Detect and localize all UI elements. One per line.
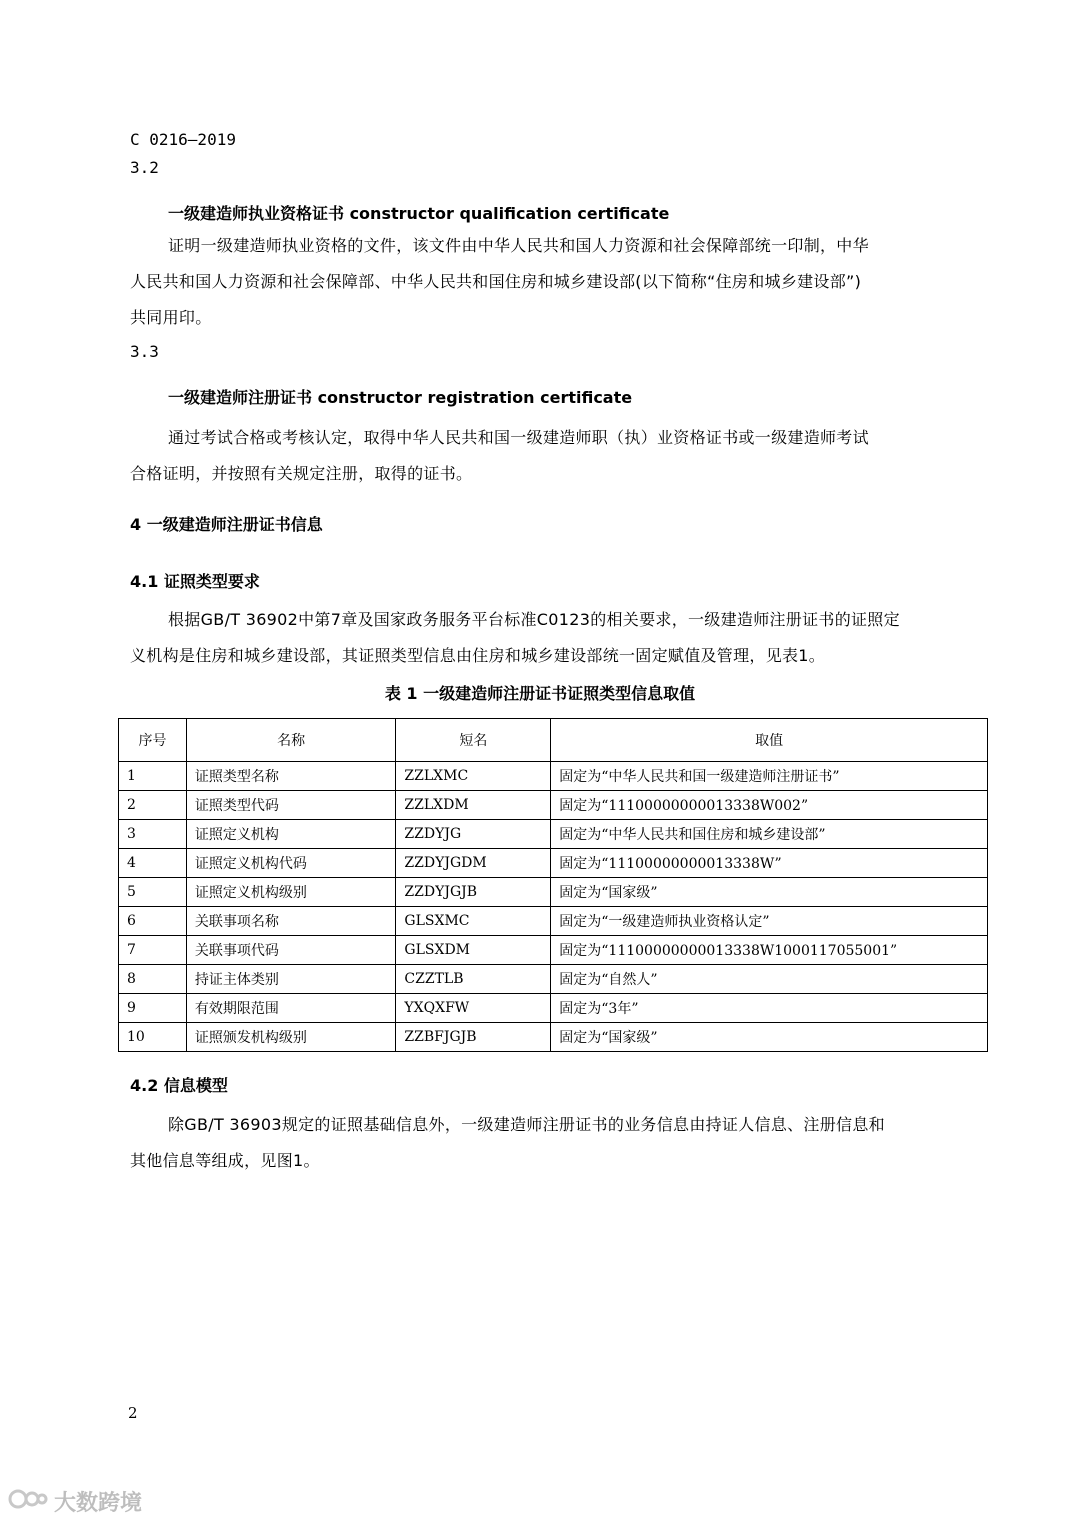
clause-3-3-number: 3.3 — [130, 342, 159, 361]
table-row — [119, 762, 988, 791]
cell-index: 4 — [119, 849, 187, 878]
cell-value: 固定为“国家级” — [551, 878, 988, 907]
clause-3-2-term: 一级建造师执业资格证书 constructor qualification certificate — [168, 204, 670, 223]
certificate-type-table — [118, 718, 988, 1052]
section-4-1-paragraph — [130, 602, 990, 674]
cell-short-name: CZZTLB — [396, 965, 551, 994]
cell-name: 证照类型代码 — [186, 791, 396, 820]
table-row — [119, 907, 988, 936]
cell-name: 证照定义机构代码 — [186, 849, 396, 878]
clause-3-2-definition — [130, 228, 990, 336]
table-header-row — [119, 719, 988, 762]
cell-index: 3 — [119, 820, 187, 849]
cell-short-name: ZZDYJGDM — [396, 849, 551, 878]
cell-short-name: ZZLXDM — [396, 791, 551, 820]
clause-3-3-term: 一级建造师注册证书 constructor registration certificate — [168, 388, 633, 407]
cell-value: 固定为“11100000000013338W1000117055001” — [551, 936, 988, 965]
cell-short-name: ZZDYJG — [396, 820, 551, 849]
paragraph-line: 其他信息等组成，见图1。 — [130, 1151, 320, 1170]
header-value: 取值 — [551, 719, 988, 762]
table-row — [119, 1023, 988, 1052]
section-4-2-heading: 4.2 信息模型 — [130, 1076, 228, 1095]
cell-name: 关联事项代码 — [186, 936, 396, 965]
table-row — [119, 965, 988, 994]
cell-index: 6 — [119, 907, 187, 936]
cell-short-name: ZZDYJGJB — [396, 878, 551, 907]
watermark — [8, 1486, 142, 1517]
cell-index: 7 — [119, 936, 187, 965]
definition-line: 证明一级建造师执业资格的文件，该文件由中华人民共和国人力资源和社会保障部统一印制，中华 — [168, 236, 869, 255]
cell-value: 固定为“国家级” — [551, 1023, 988, 1052]
definition-line: 人民共和国人力资源和社会保障部、中华人民共和国住房和城乡建设部(以下简称“住房和城乡建设部”) — [130, 272, 862, 291]
cell-value: 固定为“一级建造师执业资格认定” — [551, 907, 988, 936]
table-caption: 表 1 一级建造师注册证书证照类型信息取值 — [384, 684, 696, 703]
page-number: 2 — [128, 1404, 138, 1422]
paragraph-line: 除GB/T 36903规定的证照基础信息外，一级建造师注册证书的业务信息由持证人信息、注册信息和 — [168, 1115, 885, 1134]
clause-3-2-number: 3.2 — [130, 158, 159, 177]
cell-short-name: ZZBFJGJB — [396, 1023, 551, 1052]
cell-name: 证照颁发机构级别 — [186, 1023, 396, 1052]
cell-name: 关联事项名称 — [186, 907, 396, 936]
cell-index: 10 — [119, 1023, 187, 1052]
table-row — [119, 936, 988, 965]
watermark-text: 大数跨境 — [54, 1491, 143, 1516]
cell-value: 固定为“3年” — [551, 994, 988, 1023]
table-row — [119, 849, 988, 878]
paragraph-line: 义机构是住房和城乡建设部，其证照类型信息由住房和城乡建设部统一固定赋值及管理，见表1。 — [130, 646, 826, 665]
definition-line: 通过考试合格或考核认定，取得中华人民共和国一级建造师职（执）业资格证书或一级建造师考试 — [168, 428, 869, 447]
cell-index: 9 — [119, 994, 187, 1023]
definition-line: 共同用印。 — [130, 308, 212, 327]
cell-value: 固定为“11100000000013338W002” — [551, 791, 988, 820]
cell-index: 1 — [119, 762, 187, 791]
cell-short-name: ZZLXMC — [396, 762, 551, 791]
cell-short-name: GLSXDM — [396, 936, 551, 965]
cell-index: 5 — [119, 878, 187, 907]
cell-index: 8 — [119, 965, 187, 994]
cell-name: 持证主体类别 — [186, 965, 396, 994]
cell-short-name: YXQXFW — [396, 994, 551, 1023]
watermark-logo-icon — [8, 1487, 48, 1517]
cell-value: 固定为“11100000000013338W” — [551, 849, 988, 878]
cell-index: 2 — [119, 791, 187, 820]
definition-line: 合格证明，并按照有关规定注册，取得的证书。 — [130, 464, 473, 483]
cell-name: 证照类型名称 — [186, 762, 396, 791]
table-row — [119, 878, 988, 907]
cell-short-name: GLSXMC — [396, 907, 551, 936]
table-row — [119, 994, 988, 1023]
cell-value: 固定为“自然人” — [551, 965, 988, 994]
section-4-1-heading: 4.1 证照类型要求 — [130, 572, 260, 591]
cell-value: 固定为“中华人民共和国住房和城乡建设部” — [551, 820, 988, 849]
section-4-heading: 4 一级建造师注册证书信息 — [130, 515, 323, 534]
header-index: 序号 — [119, 719, 187, 762]
standard-number: C 0216—2019 — [130, 130, 236, 149]
cell-value: 固定为“中华人民共和国一级建造师注册证书” — [551, 762, 988, 791]
table-row — [119, 820, 988, 849]
cell-name: 证照定义机构级别 — [186, 878, 396, 907]
cell-name: 有效期限范围 — [186, 994, 396, 1023]
header-name: 名称 — [186, 719, 396, 762]
paragraph-line: 根据GB/T 36902中第7章及国家政务服务平台标准C0123的相关要求，一级建造师注册证书的证照定 — [168, 610, 900, 629]
cell-name: 证照定义机构 — [186, 820, 396, 849]
table-row — [119, 791, 988, 820]
clause-3-3-definition — [130, 420, 990, 492]
header-short-name: 短名 — [396, 719, 551, 762]
section-4-2-paragraph — [130, 1107, 990, 1179]
